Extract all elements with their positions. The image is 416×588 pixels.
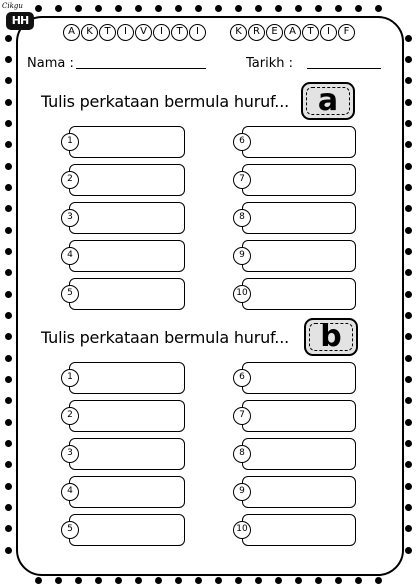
answer-box[interactable] — [242, 164, 356, 196]
border-dot — [405, 525, 412, 532]
border-dot — [405, 333, 412, 340]
answer-box[interactable] — [69, 400, 185, 432]
title-letter: R — [248, 24, 265, 41]
title-letter: I — [189, 24, 206, 41]
answer-box[interactable] — [69, 438, 185, 470]
date-field[interactable] — [307, 68, 381, 69]
border-dot — [195, 577, 202, 584]
border-dot — [115, 577, 122, 584]
border-dot — [155, 577, 162, 584]
item-number: 6 — [233, 369, 251, 387]
border-dot — [175, 5, 182, 12]
item-number: 8 — [233, 445, 251, 463]
item-number: 9 — [233, 247, 251, 265]
border-dot — [175, 577, 182, 584]
answer-box[interactable] — [242, 126, 356, 158]
border-dot — [405, 163, 412, 170]
border-dot — [35, 577, 42, 584]
title-letter: I — [320, 24, 337, 41]
border-dot — [405, 77, 412, 84]
border-dot — [405, 483, 412, 490]
answer-box[interactable] — [69, 164, 185, 196]
border-dot — [405, 504, 412, 511]
border-dot — [5, 483, 12, 490]
answer-box[interactable] — [69, 126, 185, 158]
title-letter: K — [81, 24, 98, 41]
border-dot — [5, 312, 12, 319]
border-dot — [295, 5, 302, 12]
border-dot — [405, 355, 412, 362]
item-number: 10 — [233, 521, 251, 539]
answer-box[interactable] — [69, 278, 185, 310]
border-dot — [5, 56, 12, 63]
item-number: 10 — [233, 285, 251, 303]
border-dot — [95, 577, 102, 584]
border-dot — [5, 99, 12, 106]
answer-box[interactable] — [242, 514, 356, 546]
title-letter: T — [171, 24, 188, 41]
border-dot — [155, 5, 162, 12]
border-dot — [5, 376, 12, 383]
item-number: 1 — [61, 369, 79, 387]
answer-box[interactable] — [69, 202, 185, 234]
border-dot — [405, 120, 412, 127]
title-letter: F — [338, 24, 355, 41]
title-letter: I — [117, 24, 134, 41]
border-dot — [405, 99, 412, 106]
item-number: 6 — [233, 133, 251, 151]
item-number: 4 — [61, 483, 79, 501]
item-number: 3 — [61, 445, 79, 463]
border-dot — [405, 440, 412, 447]
border-dot — [405, 376, 412, 383]
border-dot — [5, 141, 12, 148]
border-dot — [215, 5, 222, 12]
item-number: 3 — [61, 209, 79, 227]
name-label: Nama : — [27, 56, 74, 71]
border-dot — [375, 5, 382, 12]
border-dot — [5, 291, 12, 298]
item-number: 5 — [61, 521, 79, 539]
border-dot — [55, 5, 62, 12]
border-dot — [355, 577, 362, 584]
title-letter: A — [63, 24, 80, 41]
border-dot — [405, 291, 412, 298]
border-dot — [405, 269, 412, 276]
border-dot — [215, 577, 222, 584]
stamp-letter: b — [320, 319, 342, 354]
date-label: Tarikh : — [246, 56, 293, 71]
item-number: 7 — [233, 171, 251, 189]
border-dot — [5, 525, 12, 532]
border-dot — [5, 227, 12, 234]
border-dot — [115, 5, 122, 12]
border-dot — [5, 77, 12, 84]
border-dot — [195, 5, 202, 12]
border-dot — [5, 248, 12, 255]
border-dot — [405, 419, 412, 426]
border-dot — [5, 504, 12, 511]
border-dot — [95, 5, 102, 12]
answer-box[interactable] — [242, 438, 356, 470]
title-letter: V — [135, 24, 152, 41]
title-letter: A — [284, 24, 301, 41]
answer-box[interactable] — [69, 476, 185, 508]
title-letter: E — [266, 24, 283, 41]
border-dot — [5, 440, 12, 447]
border-dot — [315, 5, 322, 12]
section-heading: Tulis perkataan bermula huruf... — [41, 92, 289, 111]
border-dot — [405, 461, 412, 468]
border-dot — [405, 184, 412, 191]
answer-box[interactable] — [69, 362, 185, 394]
title-letter: T — [302, 24, 319, 41]
border-dot — [275, 5, 282, 12]
border-dot — [135, 577, 142, 584]
name-field[interactable] — [76, 68, 206, 69]
border-dot — [75, 577, 82, 584]
border-dot — [405, 141, 412, 148]
border-dot — [5, 205, 12, 212]
page-title — [0, 23, 416, 43]
border-dot — [375, 577, 382, 584]
logo-script: Cikgu — [2, 2, 23, 10]
border-dot — [5, 419, 12, 426]
item-number: 5 — [61, 285, 79, 303]
border-dot — [75, 5, 82, 12]
letter-stamp — [304, 318, 358, 356]
border-dot — [135, 5, 142, 12]
border-dot — [405, 312, 412, 319]
border-dot — [405, 248, 412, 255]
item-number: 1 — [61, 133, 79, 151]
border-dot — [355, 5, 362, 12]
border-dot — [255, 577, 262, 584]
border-dot — [315, 577, 322, 584]
border-dot — [335, 577, 342, 584]
border-dot — [5, 184, 12, 191]
title-letter: T — [99, 24, 116, 41]
answer-box[interactable] — [242, 202, 356, 234]
border-dot — [5, 333, 12, 340]
border-dot — [5, 547, 12, 554]
answer-box[interactable] — [69, 514, 185, 546]
border-dot — [405, 205, 412, 212]
item-number: 2 — [61, 171, 79, 189]
answer-box[interactable] — [242, 240, 356, 272]
border-dot — [405, 227, 412, 234]
border-dot — [235, 577, 242, 584]
border-dot — [405, 56, 412, 63]
border-dot — [5, 397, 12, 404]
title-letter: K — [230, 24, 247, 41]
border-dot — [405, 397, 412, 404]
border-dot — [295, 577, 302, 584]
logo-badge: HH — [6, 12, 34, 30]
border-dot — [405, 547, 412, 554]
border-dot — [335, 5, 342, 12]
item-number: 8 — [233, 209, 251, 227]
item-number: 2 — [61, 407, 79, 425]
answer-box[interactable] — [69, 240, 185, 272]
title-letter: I — [153, 24, 170, 41]
border-dot — [5, 355, 12, 362]
border-dot — [5, 120, 12, 127]
letter-stamp — [301, 82, 355, 120]
border-dot — [255, 5, 262, 12]
border-dot — [55, 577, 62, 584]
stamp-letter: a — [317, 83, 339, 118]
item-number: 4 — [61, 247, 79, 265]
answer-box[interactable] — [242, 278, 356, 310]
answer-box[interactable] — [242, 476, 356, 508]
border-dot — [235, 5, 242, 12]
item-number: 7 — [233, 407, 251, 425]
border-dot — [275, 577, 282, 584]
answer-box[interactable] — [242, 400, 356, 432]
answer-box[interactable] — [242, 362, 356, 394]
item-number: 9 — [233, 483, 251, 501]
border-dot — [5, 269, 12, 276]
section-heading: Tulis perkataan bermula huruf... — [41, 328, 289, 347]
border-dot — [5, 461, 12, 468]
border-dot — [5, 163, 12, 170]
